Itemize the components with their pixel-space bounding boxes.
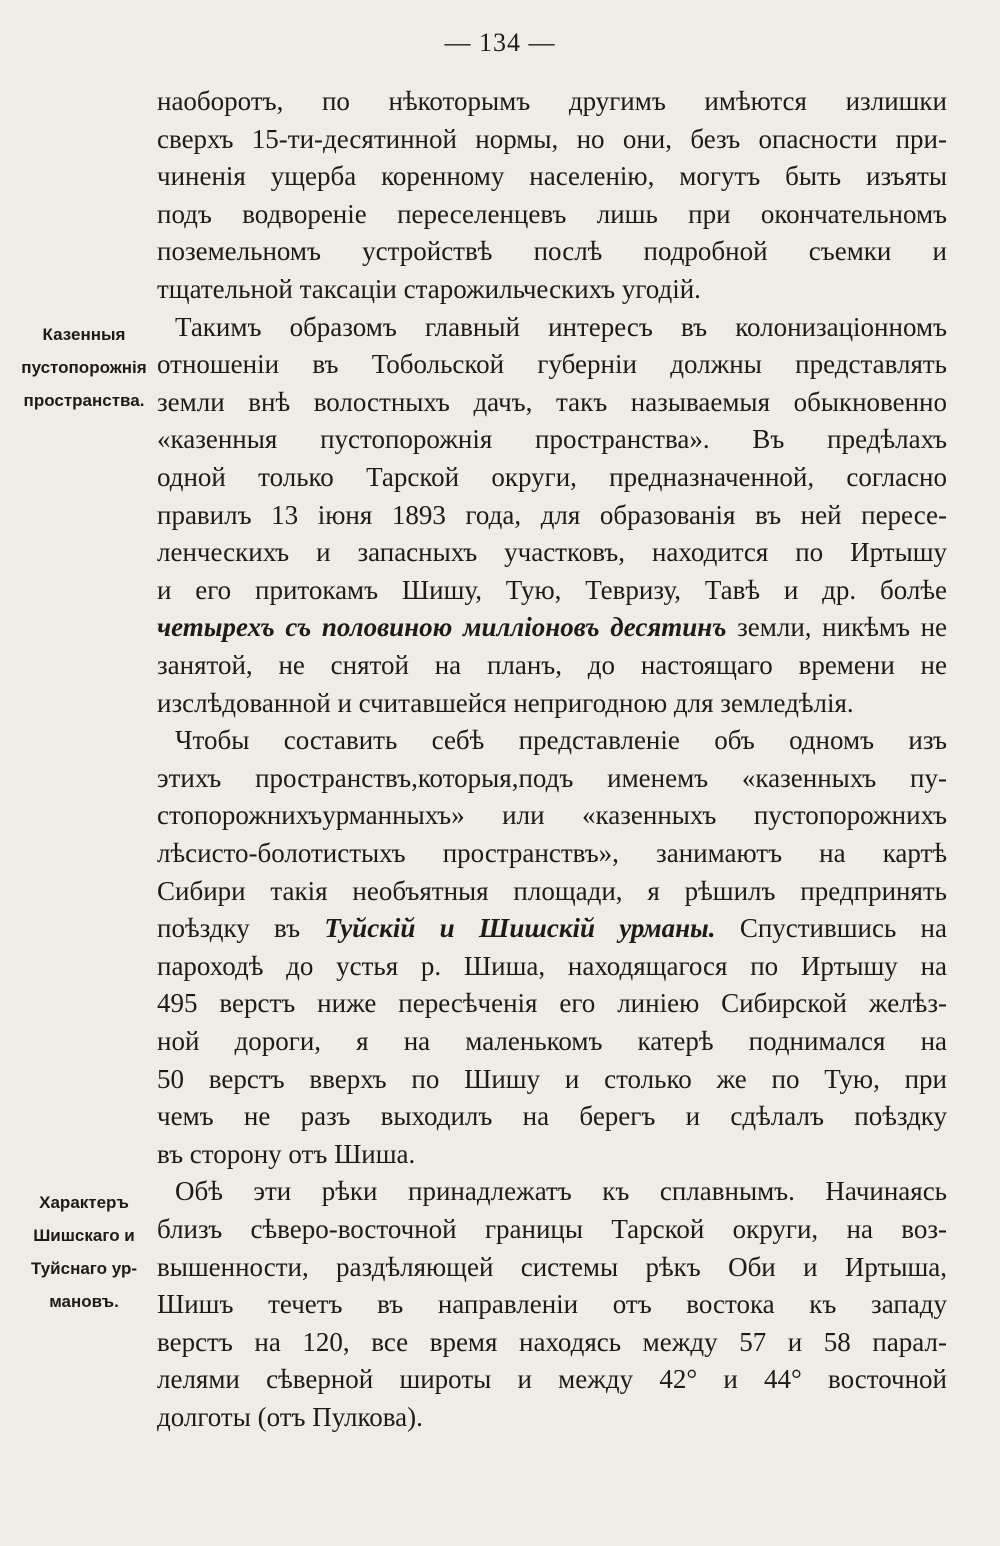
text-line: тщательной таксаціи старожильческихъ угодій. <box>157 274 701 304</box>
text-fragment: поѣздку въ <box>157 913 325 944</box>
text-line: сверхъ 15-ти-десятинной нормы, но они, безъ опасности при- <box>157 123 947 154</box>
text-line: Обѣ эти рѣки принадлежатъ къ сплавнымъ. Начинаясь <box>175 1176 947 1207</box>
text-line: 495 верстъ ниже пересѣченія его линіею Сибирской желѣз- <box>157 988 947 1019</box>
text-line: чемъ не разъ выходилъ на берегъ и сдѣлалъ поѣздку <box>157 1101 947 1132</box>
text-line: изслѣдованной и считавшейся непригодною для земледѣлія. <box>157 687 854 718</box>
text-line <box>157 612 947 643</box>
emphasis-text: четырехъ съ половиною милліоновъ десятинъ <box>157 612 727 643</box>
text-line: долготы (отъ Пулкова). <box>157 1402 423 1432</box>
margin-note-kazennye <box>14 318 154 417</box>
text-line: лелями сѣверной широты и между 42° и 44° восточной <box>157 1364 947 1395</box>
text-line: отношеніи въ Тобольской губерніи должны представлять <box>157 349 947 380</box>
margin-note-line: пустопорожнія <box>21 358 147 377</box>
text-line: стопорожнихъурманныхъ» или «казенныхъ пустопорожнихъ <box>157 800 947 831</box>
text-fragment: земли, никѣмъ не <box>726 612 947 643</box>
margin-note-line: пространства. <box>23 391 145 410</box>
text-line: чиненія ущерба коренному населенію, могутъ быть изъяты <box>157 161 947 192</box>
text-line: близъ сѣверо-восточной границы Тарской округи, на воз- <box>157 1214 947 1244</box>
text-line: ленческихъ и запасныхъ участковъ, находится по Иртышу <box>157 537 947 568</box>
text-line: Шишъ течетъ въ направленіи отъ востока къ западу <box>157 1289 947 1320</box>
text-line: занятой, не снятой на планъ, до настоящаго времени не <box>157 650 947 680</box>
text-line: подъ водвореніе переселенцевъ лишь при окончательномъ <box>157 198 947 229</box>
text-line: земли внѣ волостныхъ дачъ, такъ называемыя обыкновенно <box>157 386 947 417</box>
margin-note-line: Характеръ <box>39 1193 129 1212</box>
text-line: «казенныя пустопорожнія пространства». Въ предѣлахъ <box>157 424 947 455</box>
text-line: этихъ пространствъ,которыя,подъ именемъ «казенныхъ пу- <box>157 762 947 793</box>
text-line: одной только Тарской округи, предназначенной, согласно <box>157 462 947 492</box>
text-line: и его притокамъ Шишу, Тую, Тевризу, Тавѣ и др. болѣе <box>157 574 947 605</box>
text-line: лѣсисто-болотистыхъ пространствъ», занимаютъ на картѣ <box>157 838 947 868</box>
text-line: Такимъ образомъ главный интересъ въ колонизаціонномъ <box>175 311 947 342</box>
text-line <box>157 913 947 944</box>
text-line: въ сторону отъ Шиша. <box>157 1138 416 1169</box>
text-line: ной дороги, я на маленькомъ катерѣ поднимался на <box>157 1026 947 1056</box>
margin-note-line: Шишскаго и <box>33 1226 135 1245</box>
text-line: поземельномъ устройствѣ послѣ подробной съемки и <box>157 236 947 267</box>
page-number: — 134 — <box>444 28 556 57</box>
text-line: вышенности, раздѣляющей системы рѣкъ Оби и Иртыша, <box>157 1251 947 1282</box>
text-line: наоборотъ, по нѣкоторымъ другимъ имѣются излишки <box>157 86 947 116</box>
text-line: верстъ на 120, все время находясь между 57 и 58 парал- <box>157 1326 947 1357</box>
margin-note-harakter <box>14 1186 154 1318</box>
margin-note-line: Туйснаго ур- <box>30 1259 138 1278</box>
emphasis-text: Туйскій и Шишскій урманы. <box>324 913 716 944</box>
text-line: правилъ 13 іюня 1893 года, для образованія въ ней пересе- <box>157 499 947 530</box>
text-line: Сибири такія необъятныя площади, я рѣшилъ предпринять <box>157 875 947 906</box>
text-fragment: Спустившись на <box>715 913 947 944</box>
text-line: 50 верстъ вверхъ по Шишу и столько же по Тую, при <box>157 1063 947 1094</box>
margin-note-line: мановъ. <box>49 1292 119 1311</box>
text-line: Чтобы составить себѣ представленіе объ одномъ изъ <box>175 725 947 756</box>
text-line: пароходѣ до устья р. Шиша, находящагося по Иртышу на <box>157 950 947 981</box>
margin-note-line: Казенныя <box>42 325 126 344</box>
